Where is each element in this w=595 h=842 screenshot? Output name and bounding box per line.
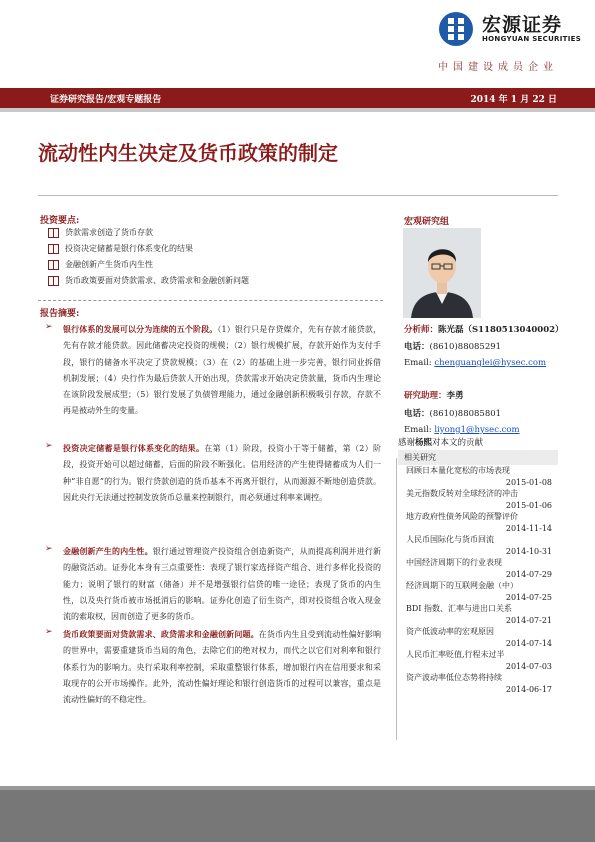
related-research-title[interactable]: 人民币汇率贬值,行程未过半 (406, 650, 505, 659)
related-research-date: 2014-07-14 (505, 639, 552, 648)
summary-paragraph: 货币政策要面对贷款需求、政贷需求和金融创新问题。在货币内生且受到流动性偏好影响的世界中，需要重建货币当局的角色，去除它们的绝对权力，而代之以它们对利率和银行体系行为的影响力。央行采取利率控制，采取重整银行体系，增加银行内在信用要求和采取现存的公开市场操作。此外，流动性偏好理论和银行创造货币的过程可以兼容，重点是流动性偏好的不稳定性。 (63, 629, 382, 705)
related-divider (396, 458, 397, 740)
key-point-item: 货币政策要面对贷款需求、政贷需求和金融创新问题 (48, 275, 249, 286)
related-research-date: 2014-07-25 (505, 593, 552, 602)
brand-name-en: HONGYUAN SECURITIES (482, 35, 582, 43)
related-research-title[interactable]: 美元指数反转对全球经济的冲击 (406, 489, 518, 498)
related-research-title[interactable]: 人民币国际化与货币回流 (406, 535, 494, 544)
related-research-date: 2014-07-21 (505, 616, 552, 625)
assistant-name-line: 研究助理：李勇 (404, 391, 464, 401)
analyst-photo (403, 228, 481, 318)
related-research-title[interactable]: 经济周期下的互联网金融（中） (406, 581, 518, 590)
assistant-email-line: Email: liyong1@hysec.com (404, 425, 520, 435)
assistant-phone: 电话：(8610)88085801 (404, 409, 502, 419)
assistant-email-link[interactable]: liyong1@hysec.com (434, 425, 520, 435)
arrow-bullet-icon: ➢ (45, 441, 53, 451)
brand-name: 宏源证券 (482, 14, 563, 36)
title-divider (38, 195, 558, 196)
related-research-title[interactable]: 中国经济周期下的行业表现 (406, 558, 502, 567)
report-category: 证券研究报告/宏观专题报告 (50, 95, 162, 105)
summary-paragraph: 金融创新产生的内生性。银行通过管理资产投资组合创造新资产，从而提高利润并进行新的融资活动。证券化本身有三点重要性：表现了银行家选择资产组合、进行多样化投资的能力；说明了银行的财富（储备）并不是增强银行信贷的唯一途径；表现了货币的内生性，以及央行货币被市场抵消后的影响。证券化创造了衍生资产，即对投资组合收入现金流的索取权，因而创造了更多的货币。 (63, 546, 382, 622)
section-divider (38, 300, 383, 301)
related-research-list (398, 450, 558, 695)
related-research-date: 2015-01-06 (505, 501, 552, 510)
key-point-item: 投资决定储蓄是银行体系变化的结果 (48, 243, 193, 254)
book-icon (48, 260, 59, 270)
key-points-heading: 投资要点: (40, 216, 80, 226)
related-research-date: 2014-07-03 (505, 662, 552, 671)
book-icon (48, 276, 59, 286)
book-icon (48, 228, 59, 238)
related-research-date: 2014-11-14 (505, 524, 552, 533)
report-title: 流动性内生决定及货币政策的制定 (38, 141, 338, 165)
analyst-email-link[interactable]: chenguanglei@hysec.com (434, 358, 547, 368)
team-heading: 宏观研究组 (404, 217, 450, 227)
arrow-bullet-icon: ➢ (45, 322, 53, 332)
summary-heading: 报告摘要: (40, 309, 80, 319)
arrow-bullet-icon: ➢ (45, 544, 53, 554)
related-research-date: 2015-01-08 (505, 478, 552, 487)
analyst-name-line: 分析师：陈光磊（S1180513040002） (404, 325, 564, 335)
related-research-title[interactable]: 资产低波动率的宏观原因 (406, 627, 494, 636)
summary-paragraph: 银行体系的发展可以分为连续的五个阶段。（1）银行只是存贷媒介，先有存款才能贷款，先有存款才能贷款。因此储蓄决定投资的规模；（2）银行规模扩展，存款开始作为支付手段，银行的储备水平决定了贷款规模；（3）在（2）的基础上进一步完善，银行同业拆借机制发展；（4）央行作为最后贷款人开始出现，贷款需求开始决定贷款量，货币内生理论在该阶段发展成型；（5）银行发展了负债管理能力，通过金融创新积极吸引存款，存款不再是被动外生的变量。 (63, 324, 381, 416)
analyst-email-line: Email: chenguanglei@hysec.com (404, 358, 547, 368)
related-research-date: 2014-10-31 (505, 547, 552, 556)
book-icon (48, 244, 59, 254)
key-point-item: 贷款需求创造了货币存款 (48, 227, 153, 238)
related-research-label: 相关研究 (398, 450, 558, 465)
arrow-bullet-icon: ➢ (45, 627, 53, 637)
related-research-date: 2014-07-29 (505, 570, 552, 579)
report-date: 2014 年 1 月 22 日 (470, 95, 557, 105)
hongyuan-logo-icon (438, 10, 474, 48)
summary-paragraph: 投资决定储蓄是银行体系变化的结果。在第（1）阶段，投资小于等于储蓄，第（2）阶段，投资开始可以超过储蓄，后面的阶段不断强化。信用经济的产生使得储蓄成为人们一种“非自愿”的行为。银行贷款创造的货币基本不再离开银行，从而源源不断地创造贷款。因此央行无法通过控制发放货币总量来控制银行，而必须通过利率来调控。 (63, 443, 382, 502)
related-research-title[interactable]: BDI 指数、汇率与进出口关系 (406, 604, 512, 613)
related-research-title[interactable]: 回顾日本量化宽松的市场表现 (406, 466, 510, 475)
related-research-date: 2014-06-17 (505, 685, 552, 694)
header-band-shadow (0, 108, 595, 112)
related-research-title[interactable]: 资产波动率低位态势将持续 (406, 673, 502, 682)
contributor-thanks: 感谢杨熙对本文的贡献 (398, 438, 484, 448)
analyst-phone: 电话：(8610)88085291 (404, 342, 502, 352)
related-research-title[interactable]: 地方政府性债务风险的预警评价 (406, 512, 518, 521)
key-point-item: 金融创新产生货币内生性 (48, 259, 153, 270)
brand-slogan: 中国建设成员企业 (438, 62, 558, 73)
footer-band (0, 790, 595, 842)
